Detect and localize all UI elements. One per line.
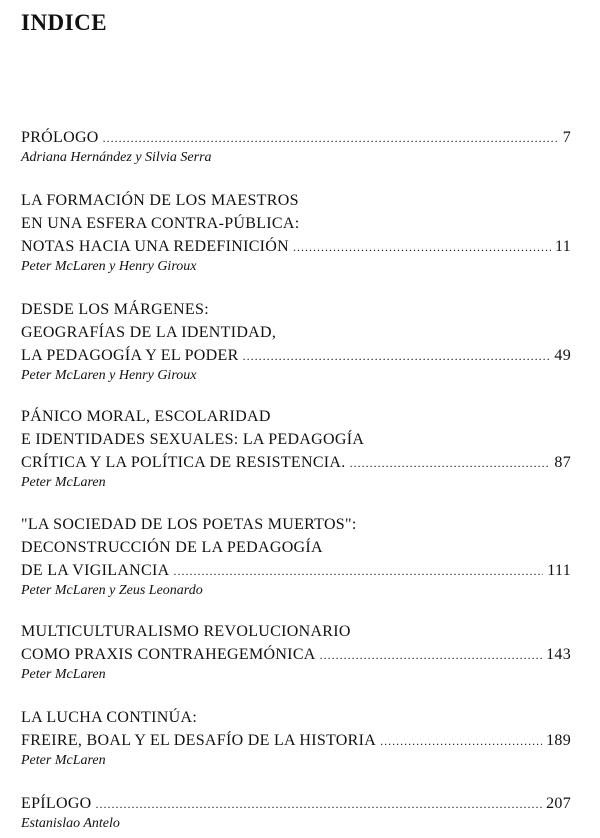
toc-title-line xyxy=(21,559,571,582)
toc-title-line: DECONSTRUCCIÓN DE LA PEDAGOGÍA xyxy=(21,539,323,556)
toc-title-text: DE LA VIGILANCIA xyxy=(21,562,170,579)
page-number: 143 xyxy=(546,646,571,663)
toc-author: Peter McLaren xyxy=(21,753,106,768)
toc-entry-formacion-maestros[interactable] xyxy=(21,189,571,276)
dot-leader xyxy=(103,127,559,150)
toc-title-line: GEOGRAFÍAS DE LA IDENTIDAD, xyxy=(21,324,277,341)
toc-author: Peter McLaren xyxy=(21,667,106,682)
dot-leader xyxy=(350,452,551,475)
toc-entry-desde-margenes[interactable] xyxy=(21,298,571,385)
toc-author: Peter McLaren y Zeus Leonardo xyxy=(21,583,203,598)
toc-title-line: E IDENTIDADES SEXUALES: LA PEDAGOGÍA xyxy=(21,431,365,448)
toc-author: Peter McLaren y Henry Giroux xyxy=(21,368,197,383)
toc-title-text: COMO PRAXIS CONTRAHEGEMÓNICA xyxy=(21,646,316,663)
page-number: 49 xyxy=(554,347,571,364)
toc-title-line: LA LUCHA CONTINÚA: xyxy=(21,709,198,726)
page-number: 189 xyxy=(546,732,571,749)
toc-title-text: LA PEDAGOGÍA Y EL PODER xyxy=(21,347,239,364)
toc-title-text: PRÓLOGO xyxy=(21,129,99,146)
dot-leader xyxy=(174,560,544,583)
toc-title-line: PÁNICO MORAL, ESCOLARIDAD xyxy=(21,408,271,425)
toc-title-text: NOTAS HACIA UNA REDEFINICIÓN xyxy=(21,238,290,255)
toc-title-line: DESDE LOS MÁRGENES: xyxy=(21,301,209,318)
toc-entry-panico-moral[interactable] xyxy=(21,405,571,492)
toc-title-line xyxy=(21,643,571,666)
toc-entry-lucha-continua[interactable] xyxy=(21,706,571,770)
page-number: 111 xyxy=(547,562,571,579)
toc-title-line xyxy=(21,344,571,367)
toc-entry-prologo[interactable] xyxy=(21,126,571,167)
page-number: 207 xyxy=(546,795,571,812)
toc-author: Adriana Hernández y Silvia Serra xyxy=(21,150,212,165)
dot-leader xyxy=(320,644,542,667)
toc-title-text: EPÍLOGO xyxy=(21,795,92,812)
toc-title-text: CRÍTICA Y LA POLÍTICA DE RESISTENCIA. xyxy=(21,454,346,471)
toc-author: Peter McLaren y Henry Giroux xyxy=(21,259,197,274)
page-number: 7 xyxy=(562,129,571,146)
toc-title-line xyxy=(21,451,571,474)
toc-author: Peter McLaren xyxy=(21,475,106,490)
dot-leader xyxy=(243,345,551,368)
toc-title-line: EN UNA ESFERA CONTRA-PÚBLICA: xyxy=(21,215,300,232)
toc-title-line: MULTICULTURALISMO REVOLUCIONARIO xyxy=(21,623,351,640)
dot-leader xyxy=(380,730,542,753)
page-number: 11 xyxy=(554,238,571,255)
toc-title-line xyxy=(21,126,571,149)
toc-entry-multiculturalismo[interactable] xyxy=(21,620,571,684)
toc-title-line xyxy=(21,729,571,752)
toc-title-line xyxy=(21,235,571,258)
toc-title-line: LA FORMACIÓN DE LOS MAESTROS xyxy=(21,192,299,209)
toc-title-line xyxy=(21,792,571,815)
dot-leader xyxy=(293,236,551,259)
toc-entry-poetas-muertos[interactable] xyxy=(21,513,571,600)
toc-entry-epilogo[interactable] xyxy=(21,792,571,833)
toc-title-text: FREIRE, BOAL Y EL DESAFÍO DE LA HISTORIA xyxy=(21,732,377,749)
page-number: 87 xyxy=(554,454,571,471)
dot-leader xyxy=(96,793,543,816)
toc-title-line: "LA SOCIEDAD DE LOS POETAS MUERTOS": xyxy=(21,516,357,533)
toc-author: Estanislao Antelo xyxy=(21,816,120,831)
page-title: INDICE xyxy=(21,10,108,35)
